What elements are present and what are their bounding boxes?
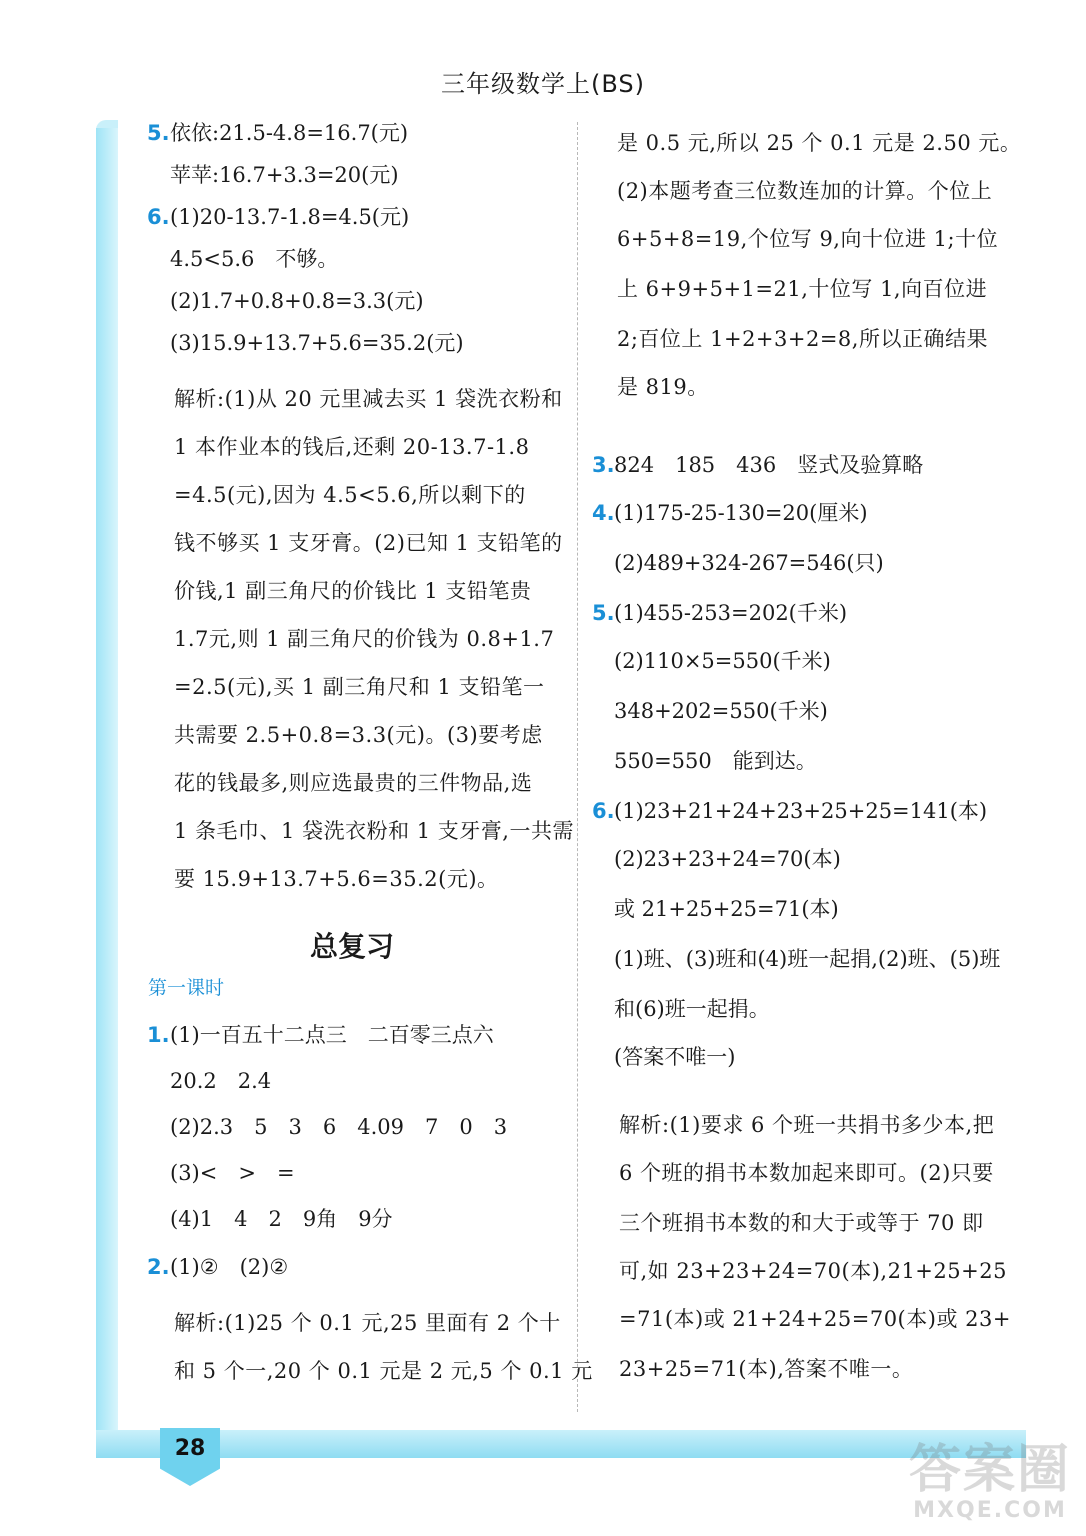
answer-line: (1)② (2)② bbox=[170, 1255, 289, 1279]
answer-line: (2)2.3 5 3 6 4.09 7 0 3 bbox=[170, 1115, 508, 1139]
bottom-border-band bbox=[96, 1430, 1026, 1458]
analysis-line: =2.5(元),买 1 副三角尺和 1 支铅笔一 bbox=[174, 675, 545, 699]
analysis-line: 三个班捐书本数的和大于或等于 70 即 bbox=[619, 1211, 984, 1235]
analysis-line: 钱不够买 1 支牙膏。(2)已知 1 支铅笔的 bbox=[174, 531, 563, 555]
analysis-line: 共需要 2.5+0.8=3.3(元)。(3)要考虑 bbox=[174, 723, 543, 747]
answer-line: (1)一百五十二点三 二百零三点六 bbox=[170, 1023, 494, 1047]
answer-line: 348+202=550(千米) bbox=[614, 699, 828, 723]
question-number: 3. bbox=[592, 453, 615, 477]
question-number: 6. bbox=[592, 799, 615, 823]
watermark-url: MXQE.COM bbox=[913, 1498, 1067, 1523]
analysis-line: 是 0.5 元,所以 25 个 0.1 元是 2.50 元。 bbox=[617, 131, 1022, 155]
section-title: 总复习 bbox=[310, 930, 395, 963]
analysis-line: 6+5+8=19,个位写 9,向十位进 1;十位 bbox=[617, 227, 999, 251]
analysis-line: 是 819。 bbox=[617, 375, 709, 399]
page-number: 28 bbox=[174, 1436, 206, 1461]
answer-line: (4)1 4 2 9角 9分 bbox=[170, 1207, 393, 1231]
analysis-line: 要 15.9+13.7+5.6=35.2(元)。 bbox=[174, 867, 499, 891]
answer-line: 和(6)班一起捐。 bbox=[614, 997, 770, 1021]
analysis-line: 6 个班的捐书本数加起来即可。(2)只要 bbox=[619, 1161, 994, 1185]
answer-line: (2)110×5=550(千米) bbox=[614, 649, 831, 673]
answer-line: 4.5<5.6 不够。 bbox=[170, 247, 339, 271]
question-number: 6. bbox=[147, 205, 170, 229]
question-number: 1. bbox=[147, 1023, 170, 1047]
analysis-line: 1 条毛巾、1 袋洗衣粉和 1 支牙膏,一共需 bbox=[174, 819, 574, 843]
question-number: 5. bbox=[592, 601, 615, 625]
analysis-line: 可,如 23+23+24=70(本),21+25+25 bbox=[619, 1259, 1007, 1283]
answer-line: 20.2 2.4 bbox=[170, 1069, 272, 1093]
page-header-title: 三年级数学上(BS) bbox=[440, 70, 645, 98]
analysis-line: 价钱,1 副三角尺的价钱比 1 支铅笔贵 bbox=[174, 579, 532, 603]
analysis-line: 解析:(1)25 个 0.1 元,25 里面有 2 个十 bbox=[174, 1311, 561, 1335]
answer-line: (1)班、(3)班和(4)班一起捐,(2)班、(5)班 bbox=[614, 947, 1001, 971]
analysis-line: 和 5 个一,20 个 0.1 元是 2 元,5 个 0.1 元 bbox=[174, 1359, 593, 1383]
answer-line: (3)15.9+13.7+5.6=35.2(元) bbox=[170, 331, 464, 355]
analysis-line: (2)本题考查三位数连加的计算。个位上 bbox=[617, 179, 993, 203]
column-divider bbox=[577, 122, 578, 1412]
answer-line: (2)489+324-267=546(只) bbox=[614, 551, 884, 575]
analysis-line: 2;百位上 1+2+3+2=8,所以正确结果 bbox=[617, 327, 988, 351]
answer-line: 或 21+25+25=71(本) bbox=[614, 897, 839, 921]
question-number: 2. bbox=[147, 1255, 170, 1279]
lesson-title: 第一课时 bbox=[148, 977, 225, 999]
answer-line: (1)20-13.7-1.8=4.5(元) bbox=[170, 205, 410, 229]
analysis-line: =71(本)或 21+24+25=70(本)或 23+ bbox=[619, 1307, 1011, 1331]
analysis-line: 花的钱最多,则应选最贵的三件物品,选 bbox=[174, 771, 533, 795]
answer-line: 550=550 能到达。 bbox=[614, 749, 817, 773]
question-number: 4. bbox=[592, 501, 615, 525]
answer-line: (1)455-253=202(千米) bbox=[614, 601, 848, 625]
watermark-logo bbox=[905, 1442, 1075, 1523]
watermark-text: 答案圈 bbox=[908, 1440, 1071, 1500]
answer-line: (1)175-25-130=20(厘米) bbox=[614, 501, 868, 525]
question-number: 5. bbox=[147, 121, 170, 145]
analysis-line: 上 6+9+5+1=21,十位写 1,向百位进 bbox=[617, 277, 988, 301]
analysis-line: =4.5(元),因为 4.5<5.6,所以剩下的 bbox=[174, 483, 526, 507]
analysis-line: 解析:(1)从 20 元里减去买 1 袋洗衣粉和 bbox=[174, 387, 563, 411]
answer-line: (1)23+21+24+23+25+25=141(本) bbox=[614, 799, 988, 823]
analysis-line: 23+25=71(本),答案不唯一。 bbox=[619, 1357, 914, 1381]
answer-line: (答案不唯一) bbox=[614, 1045, 736, 1069]
answer-line: (2)1.7+0.8+0.8=3.3(元) bbox=[170, 289, 424, 313]
answer-line: (2)23+23+24=70(本) bbox=[614, 847, 841, 871]
analysis-line: 1 本作业本的钱后,还剩 20-13.7-1.8 bbox=[174, 435, 530, 459]
analysis-line: 解析:(1)要求 6 个班一共捐书多少本,把 bbox=[619, 1113, 995, 1137]
analysis-line: 1.7元,则 1 副三角尺的价钱为 0.8+1.7 bbox=[174, 627, 555, 651]
answer-line: 824 185 436 竖式及验算略 bbox=[614, 453, 924, 477]
answer-line: 苹苹:16.7+3.3=20(元) bbox=[170, 163, 399, 187]
answer-line: (3)< > = bbox=[170, 1161, 295, 1185]
answer-line: 依依:21.5-4.8=16.7(元) bbox=[170, 121, 409, 145]
left-border-band bbox=[96, 128, 118, 1458]
